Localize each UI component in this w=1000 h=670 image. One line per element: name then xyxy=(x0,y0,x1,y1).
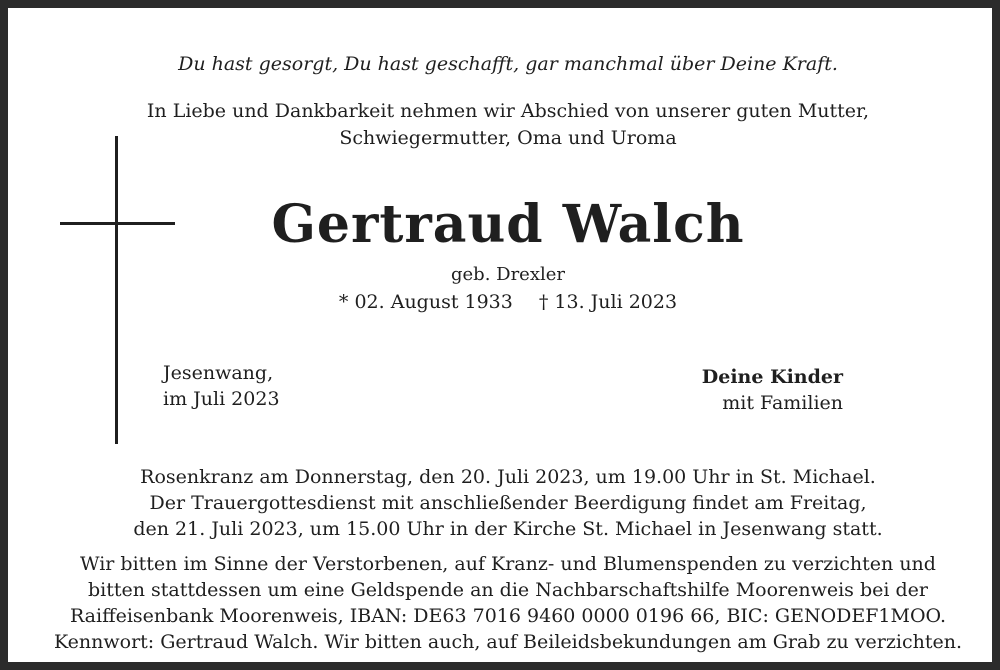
service-line: Rosenkranz am Donnerstag, den 20. Juli 2023, um 19.00 Uhr in St. Michael. xyxy=(140,466,876,488)
cross-icon-vertical xyxy=(115,136,118,444)
birth-date: * 02. August 1933 xyxy=(338,291,513,313)
family-line: Deine Kinder xyxy=(701,366,843,388)
donation-info xyxy=(8,551,1000,655)
maiden-name: geb. Drexler xyxy=(451,264,565,285)
death-date: † 13. Juli 2023 xyxy=(538,291,678,313)
place-and-date xyxy=(163,360,280,412)
donation-line: Wir bitten im Sinne der Verstorbenen, auf Kranz- und Blumenspenden zu verzichten und xyxy=(80,553,936,575)
place-line: Jesenwang, xyxy=(163,362,274,384)
intro-line: In Liebe und Dankbarkeit nehmen wir Abschied von unserer guten Mutter, xyxy=(146,100,870,122)
memorial-quote: Du hast gesorgt, Du hast geschafft, gar manchmal über Deine Kraft. xyxy=(178,53,838,75)
donation-line: Kennwort: Gertraud Walch. Wir bitten auch, auf Beileidsbekundungen am Grab zu verzichten. xyxy=(53,631,963,653)
deceased-name: Gertraud Walch xyxy=(271,194,745,255)
place-line: im Juli 2023 xyxy=(163,388,280,410)
donation-line: Raiffeisenbank Moorenweis, IBAN: DE63 7016 9460 0000 0196 66, BIC: GENODEF1MOO. xyxy=(69,605,947,627)
intro-text xyxy=(8,98,1000,152)
donation-line: bitten stattdessen um eine Geldspende an die Nachbarschaftshilfe Moorenweis bei der xyxy=(88,579,928,601)
family-line: mit Familien xyxy=(722,392,843,414)
intro-line: Schwiegermutter, Oma und Uroma xyxy=(339,127,677,149)
service-info xyxy=(8,464,1000,542)
service-line: den 21. Juli 2023, um 15.00 Uhr in der Kirche St. Michael in Jesenwang statt. xyxy=(133,518,883,540)
family-signature xyxy=(568,364,843,416)
service-line: Der Trauergottesdienst mit anschließender Beerdigung findet am Freitag, xyxy=(149,492,867,514)
life-dates xyxy=(8,291,1000,313)
